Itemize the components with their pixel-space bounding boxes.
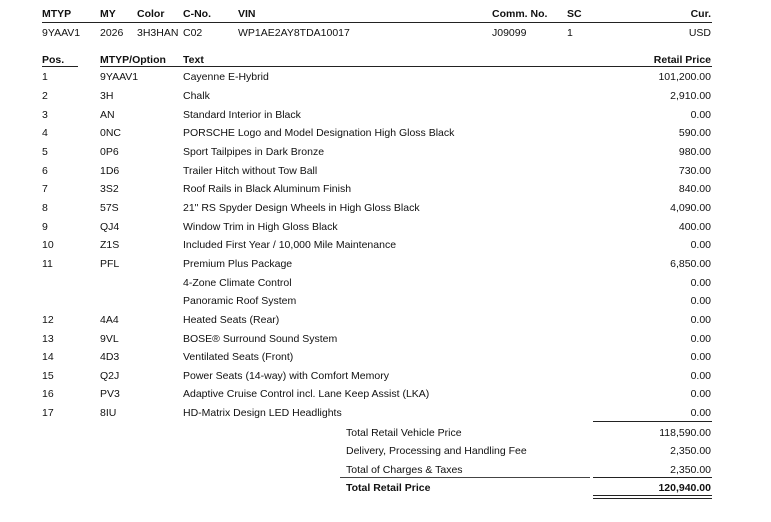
row-code: 9YAAV1 [100,71,139,83]
currency-value: USD [688,27,711,39]
table-row [0,109,771,127]
color-label: Color [137,8,165,20]
pos-header: Pos. [42,54,65,66]
cno-value: C02 [183,27,203,39]
double-underline-top [593,495,712,496]
row-price: 0.00 [690,295,711,307]
row-price: 400.00 [678,221,711,233]
table-row [0,239,771,257]
row-price: 2,910.00 [670,90,711,102]
charges-taxes-label: Total of Charges & Taxes [346,464,463,476]
row-pos: 12 [42,314,54,326]
row-text: Trailer Hitch without Tow Ball [183,165,318,177]
row-text: Heated Seats (Rear) [183,314,280,326]
pos-header-underline [42,66,78,67]
charges-taxes-value: 2,350.00 [670,464,711,476]
vin-value: WP1AE2AY8TDA10017 [238,27,350,39]
row-code: 57S [100,202,119,214]
table-row [0,407,771,425]
row-text: Cayenne E-Hybrid [183,71,269,83]
my-value: 2026 [100,27,124,39]
table-row [0,127,771,145]
row-code: 0NC [100,127,122,139]
row-code: PFL [100,258,120,270]
row-pos: 5 [42,146,48,158]
row-price: 980.00 [678,146,711,158]
row-code: 1D6 [100,165,120,177]
row-code: PV3 [100,388,120,400]
sc-value: 1 [567,27,573,39]
mtyp-value: 9YAAV1 [42,27,81,39]
table-row [0,295,771,313]
delivery-fee-label: Delivery, Processing and Handling Fee [346,445,527,457]
header-divider [42,22,712,23]
table-header-underline [100,66,712,67]
row-text: 4-Zone Climate Control [183,277,292,289]
comm-no-value: J09099 [492,27,527,39]
row-text: HD-Matrix Design LED Headlights [183,407,342,419]
table-row [0,370,771,388]
my-label: MY [100,8,116,20]
row-text: Chalk [183,90,210,102]
row-price: 0.00 [690,314,711,326]
row-text: Sport Tailpipes in Dark Bronze [183,146,325,158]
cno-label: C-No. [183,8,211,20]
delivery-fee-value: 2,350.00 [670,445,711,457]
row-pos: 10 [42,239,54,251]
charges-rule [593,477,712,478]
table-row [0,314,771,332]
table-row [0,90,771,108]
total-divider [340,477,590,478]
table-row [0,277,771,295]
double-underline-bottom [593,498,712,499]
total-retail-price-label: Total Retail Price [346,482,431,494]
color-value: 3H3HAN [137,27,179,39]
row-pos: 16 [42,388,54,400]
total-retail-vehicle-price-value: 118,590.00 [659,427,711,439]
table-row [0,221,771,239]
row-code: Z1S [100,239,120,251]
table-row [0,71,771,89]
row-pos: 1 [42,71,48,83]
row-price: 0.00 [690,388,711,400]
row-text: Adaptive Cruise Control incl. Lane Keep Assist (LKA) [183,388,430,400]
row-price: 590.00 [678,127,711,139]
row-text: Ventilated Seats (Front) [183,351,294,363]
row-text: Panoramic Roof System [183,295,297,307]
subtotal-rule [593,421,712,422]
row-text: Roof Rails in Black Aluminum Finish [183,183,352,195]
row-text: Standard Interior in Black [183,109,301,121]
table-row [0,333,771,351]
row-pos: 3 [42,109,48,121]
row-code: 0P6 [100,146,119,158]
table-row [0,351,771,369]
row-price: 0.00 [690,351,711,363]
row-code: Q2J [100,370,120,382]
row-text: BOSE® Surround Sound System [183,333,338,345]
row-code: 4D3 [100,351,120,363]
table-row [0,202,771,220]
table-row [0,183,771,201]
row-price: 0.00 [690,370,711,382]
row-price: 4,090.00 [670,202,711,214]
row-text: PORSCHE Logo and Model Designation High Gloss Black [183,127,455,139]
row-code: 3S2 [100,183,119,195]
text-header: Text [183,54,204,66]
row-pos: 6 [42,165,48,177]
row-pos: 15 [42,370,54,382]
row-pos: 13 [42,333,54,345]
row-price: 0.00 [690,333,711,345]
vin-label: VIN [238,8,256,20]
row-price: 0.00 [690,277,711,289]
row-text: Premium Plus Package [183,258,293,270]
row-pos: 14 [42,351,54,363]
row-price: 0.00 [690,239,711,251]
row-code: 4A4 [100,314,119,326]
row-pos: 2 [42,90,48,102]
table-row [0,388,771,406]
row-text: Included First Year / 10,000 Mile Maintenance [183,239,397,251]
row-text: 21" RS Spyder Design Wheels in High Gloss Black [183,202,420,214]
row-price: 0.00 [690,109,711,121]
sc-label: SC [567,8,582,20]
row-price: 840.00 [678,183,711,195]
total-retail-vehicle-price-label: Total Retail Vehicle Price [346,427,462,439]
row-price: 6,850.00 [670,258,711,270]
row-text: Power Seats (14-way) with Comfort Memory [183,370,389,382]
option-header: MTYP/Option [100,54,166,66]
comm-no-label: Comm. No. [492,8,548,20]
price-header: Retail Price [653,54,711,66]
row-pos: 4 [42,127,48,139]
row-text: Window Trim in High Gloss Black [183,221,338,233]
row-code: 9VL [100,333,119,345]
row-pos: 8 [42,202,48,214]
currency-label: Cur. [690,8,711,20]
table-row [0,146,771,164]
row-pos: 9 [42,221,48,233]
row-pos: 17 [42,407,54,419]
row-pos: 11 [42,258,53,270]
row-price: 0.00 [690,407,711,419]
row-price: 101,200.00 [658,71,711,83]
total-retail-price-value: 120,940.00 [658,482,711,494]
mtyp-label: MTYP [42,8,72,20]
row-code: QJ4 [100,221,120,233]
row-code: 3H [100,90,114,102]
row-code: AN [100,109,115,121]
table-row [0,258,771,276]
table-row [0,165,771,183]
row-pos: 7 [42,183,48,195]
row-price: 730.00 [678,165,711,177]
row-code: 8IU [100,407,117,419]
